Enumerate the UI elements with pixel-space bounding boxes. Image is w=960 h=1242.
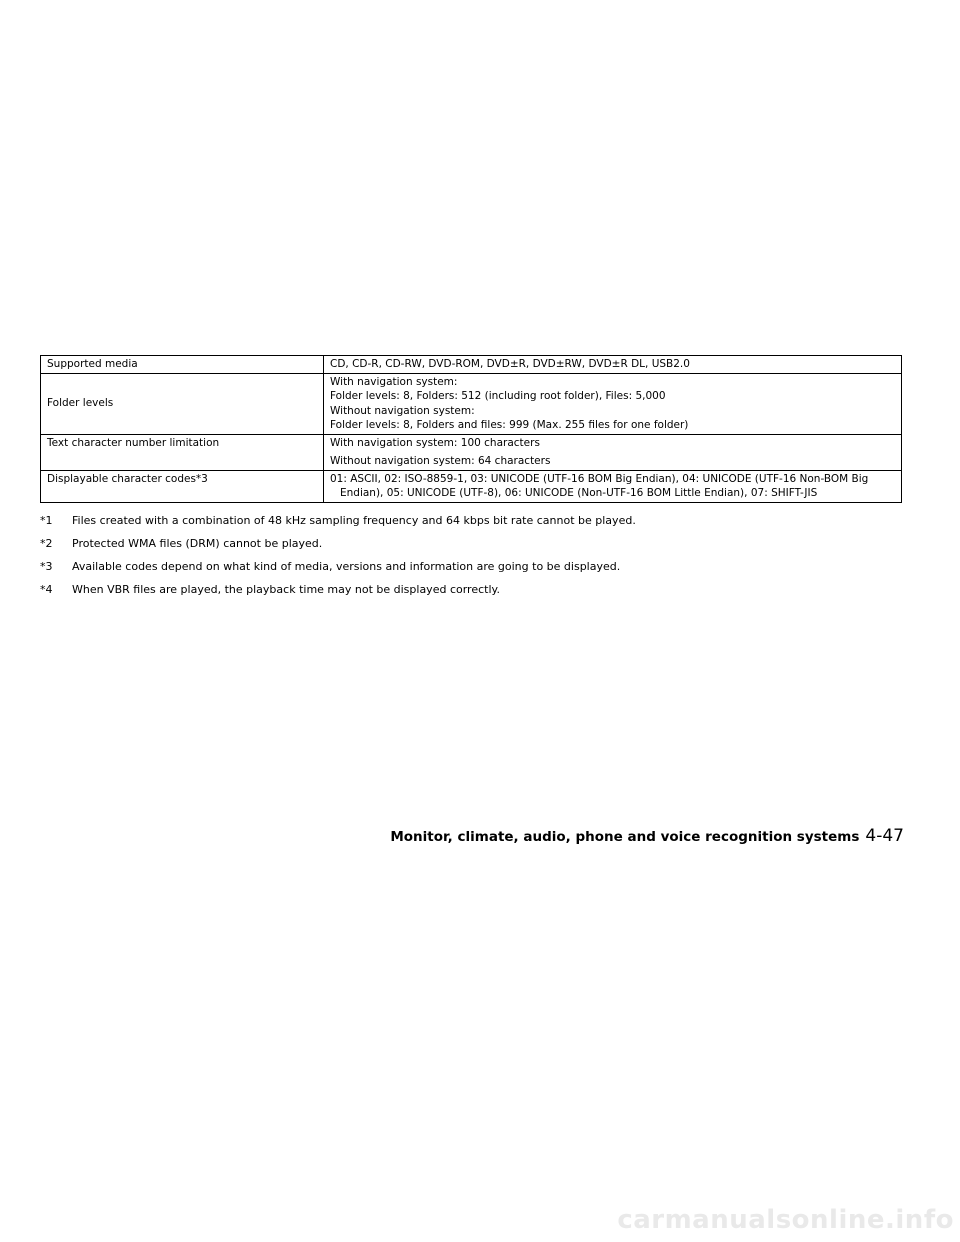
page-footer	[390, 826, 904, 846]
value-line: Folder levels: 8, Folders: 512 (including root folder), Files: 5,000	[330, 390, 666, 402]
table-row	[41, 434, 902, 470]
value-line: 01: ASCII, 02: ISO-8859-1, 03: UNICODE (UTF-16 BOM Big Endian), 04: UNICODE (UTF-16 Non-BOM Big	[330, 472, 869, 485]
value-line: Folder levels: 8, Folders and files: 999 (Max. 255 files for one folder)	[330, 419, 689, 431]
value-line: Without navigation system:	[330, 404, 475, 417]
table-row	[41, 470, 902, 502]
value-line: Endian), 05: UNICODE (UTF-8), 06: UNICODE (Non-UTF-16 BOM Little Endian), 07: SHIFT-JIS	[340, 487, 818, 499]
footnote-mark: *1	[40, 514, 53, 527]
row-value	[324, 373, 902, 434]
row-value	[324, 356, 902, 374]
row-label	[41, 373, 324, 434]
footnote-item	[40, 514, 920, 528]
row-value	[324, 470, 902, 502]
section-title: Monitor, climate, audio, phone and voice recognition systems	[390, 829, 860, 845]
value-line: With navigation system:	[330, 375, 458, 388]
footnote-text: Protected WMA files (DRM) cannot be played.	[72, 537, 323, 550]
row-label	[41, 356, 324, 374]
footnote-mark: *4	[40, 583, 53, 596]
footnote-text: When VBR files are played, the playback time may not be displayed correctly.	[72, 583, 500, 596]
value-line: CD, CD-R, CD-RW, DVD-ROM, DVD±R, DVD±RW, DVD±R DL, USB2.0	[330, 358, 690, 370]
row-label	[41, 470, 324, 502]
table-row	[41, 373, 902, 434]
value-line: With navigation system: 100 characters	[330, 436, 540, 449]
footnote-text: Available codes depend on what kind of media, versions and information are going to be displayed.	[72, 560, 621, 573]
watermark: carmanualsonline.info	[617, 1205, 954, 1235]
row-label	[41, 434, 324, 470]
footnote-item	[40, 583, 920, 597]
specifications-table	[40, 355, 902, 503]
footnote-mark: *3	[40, 560, 53, 573]
value-line: Without navigation system: 64 characters	[330, 455, 551, 467]
footnote-item	[40, 537, 920, 551]
label-text: Supported media	[47, 358, 138, 370]
label-text: Text character number limitation	[47, 436, 220, 449]
table-row	[41, 356, 902, 374]
page-number: 4-47	[865, 826, 904, 846]
footnotes	[40, 514, 920, 606]
label-text: Folder levels	[47, 397, 114, 410]
footnote-mark: *2	[40, 537, 53, 550]
row-value	[324, 434, 902, 470]
footnote-text: Files created with a combination of 48 kHz sampling frequency and 64 kbps bit rate cannot be played.	[72, 514, 636, 527]
footnote-item	[40, 560, 920, 574]
label-text: Displayable character codes*3	[47, 472, 208, 485]
